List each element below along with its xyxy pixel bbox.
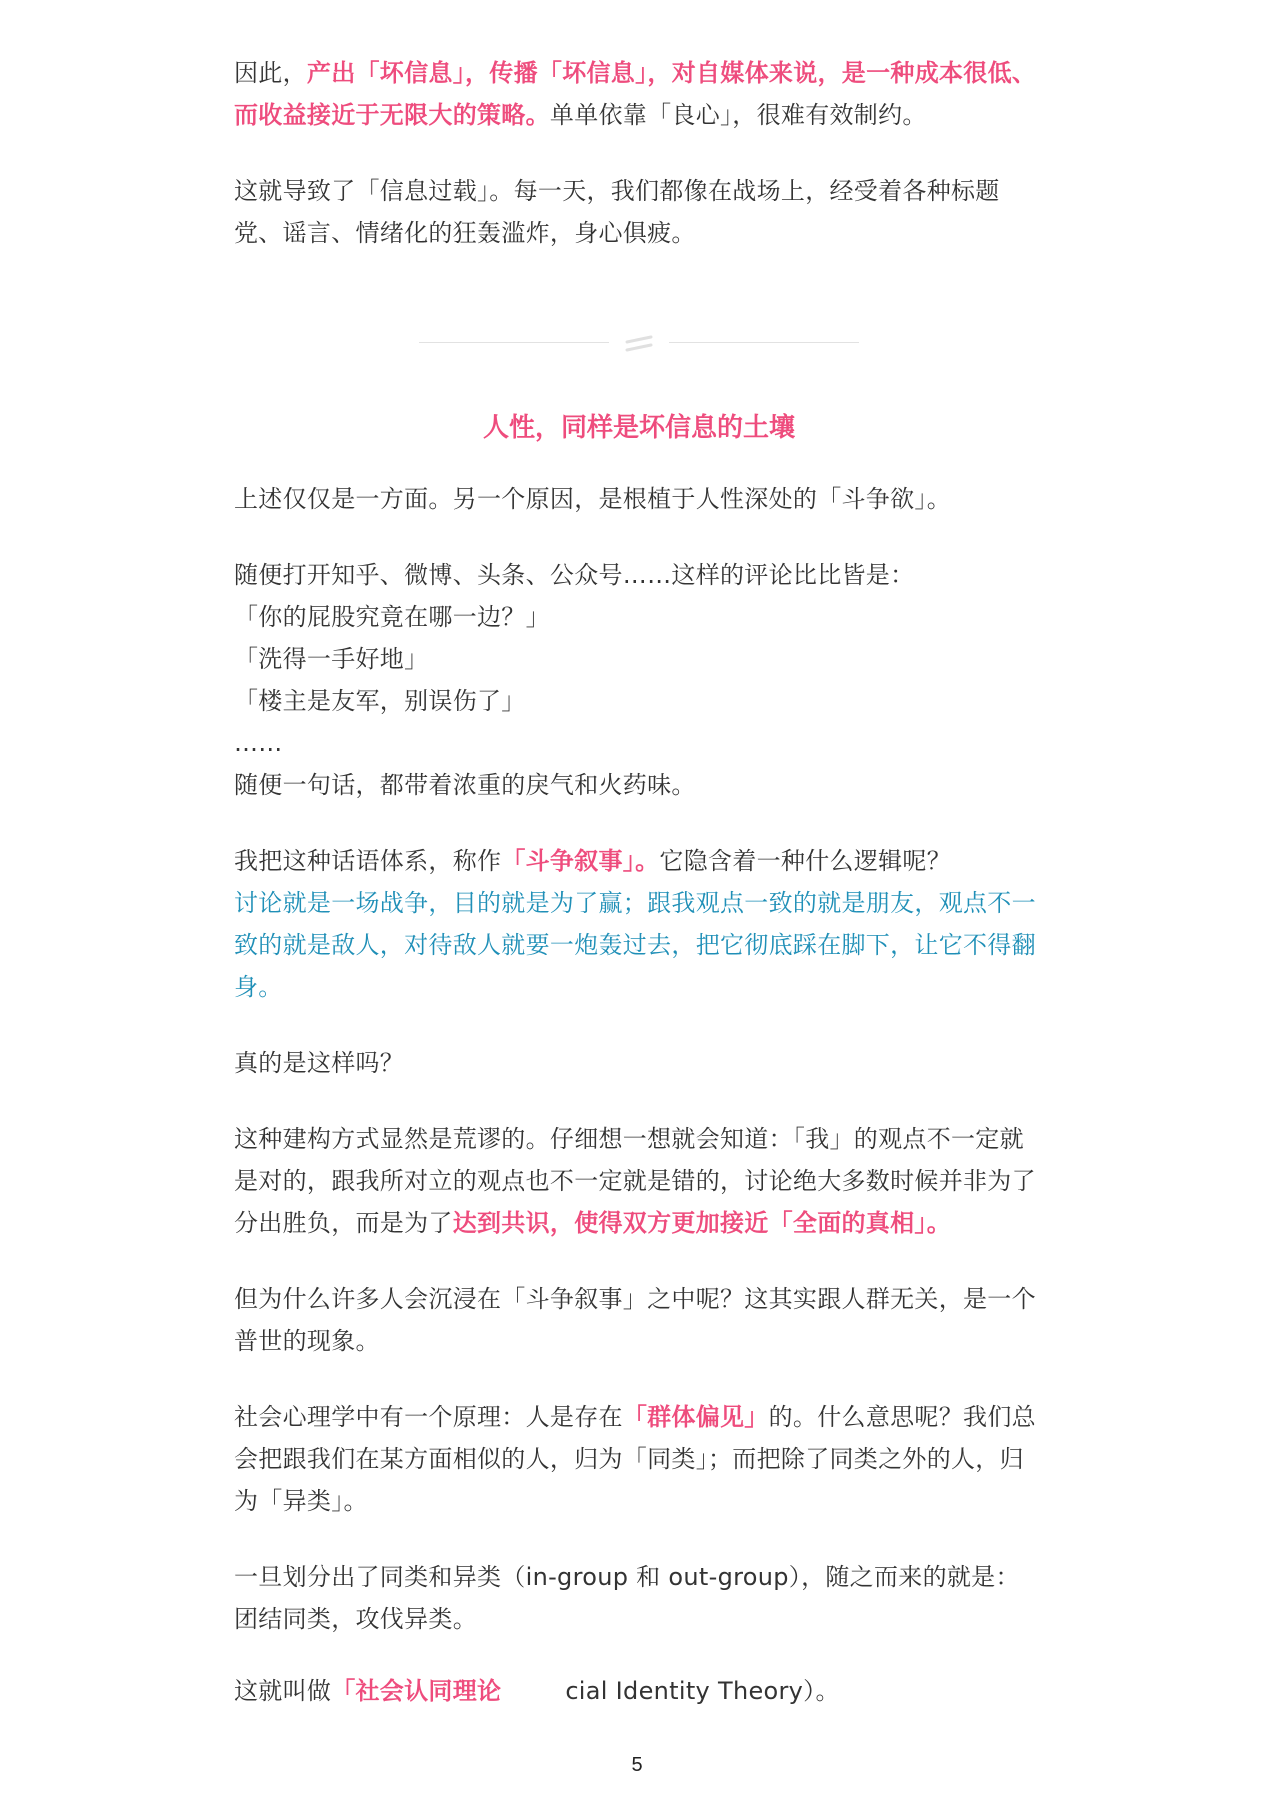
section-divider <box>419 328 859 358</box>
comment-quote: 「你的屁股究竟在哪一边？」 <box>234 603 550 631</box>
highlight-blue-text: 讨论就是一场战争，目的就是为了赢；跟我观点一致的就是朋友，观点不一致的就是敌人，对待敌人就要一炮轰过去，把它彻底踩在脚下，让它不得翻身。 <box>234 889 1036 1001</box>
comment-quote: 「洗得一手好地」 <box>234 645 429 673</box>
highlight-pink-text: 产出「坏信息」，传播「坏信息」，对自媒体来说，是一种成本很低、而收益接近于无限大的策略。 <box>234 59 1037 129</box>
paragraph-comment-examples <box>234 554 1044 806</box>
divider-line-right <box>669 342 859 343</box>
paragraph-question: 真的是这样吗？ <box>234 1049 405 1077</box>
paragraph-text: 它隐含着一种什么逻辑呢？ <box>659 847 952 875</box>
paragraph-information-overload: 这就导致了「信息过载」。每一天，我们都像在战场上，经受着各种标题党、谣言、情绪化的狂轰滥炸，身心俱疲。 <box>234 177 1000 247</box>
paragraph-cost-strategy <box>234 52 1044 136</box>
paragraph-text: 单单依靠「良心」，很难有效制约。 <box>549 101 927 129</box>
paragraph-social-identity <box>234 1670 1044 1712</box>
double-slash-divider-icon <box>624 328 654 358</box>
paragraph-struggle-narrative <box>234 840 1044 1008</box>
highlight-pink-text: 达到共识，使得双方更加接近「全面的真相」。 <box>452 1209 952 1237</box>
paragraph-text: 因此， <box>234 59 307 87</box>
paragraph-universal-phenomenon: 但为什么许多人会沉浸在「斗争叙事」之中呢？这其实跟人群无关，是一个普世的现象。 <box>234 1285 1036 1355</box>
paragraph-text: 这种建构方式显然是荒谬的。仔细想一想就会知道：「我」的观点不一定就是对的，跟我所对立的观点也不一定就是错的，讨论绝大多数时候并非为了分出胜负，而是为了 <box>234 1125 1036 1237</box>
comment-quote: 「楼主是友军，别误伤了」 <box>234 687 526 715</box>
paragraph-absurd-construction <box>234 1118 1044 1244</box>
paragraph-text: 这就叫做 <box>234 1677 332 1705</box>
highlight-pink-text: 「斗争叙事」。 <box>501 847 660 875</box>
paragraph-group-bias <box>234 1396 1044 1522</box>
comment-outro: 随便一句话，都带着浓重的戾气和火药味。 <box>234 771 696 799</box>
narrative-line <box>234 840 1044 882</box>
section-heading: 人性，同样是坏信息的土壤 <box>482 413 795 443</box>
paragraph-struggle-desire: 上述仅仅是一方面。另一个原因，是根植于人性深处的「斗争欲」。 <box>234 485 951 513</box>
paragraph-text: 社会心理学中有一个原理：人是存在 <box>234 1403 623 1431</box>
page-number: 5 <box>631 1754 643 1776</box>
highlight-pink-text: 「群体偏见」 <box>622 1403 769 1431</box>
divider-line-left <box>419 342 609 343</box>
paragraph-text: 的。什么意思呢？我们总会把跟我们在某方面相似的人，归为「同类」；而把除了同类之外的人，归为「异类」。 <box>234 1403 1036 1515</box>
comment-ellipsis: …… <box>234 729 283 757</box>
comment-intro: 随便打开知乎、微博、头条、公众号……这样的评论比比皆是： <box>234 561 915 589</box>
paragraph-text: 我把这种话语体系，称作 <box>234 847 502 875</box>
paragraph-in-out-group: 一旦划分出了同类和异类（in-group 和 out-group），随之而来的就是：团结同类，攻伐异类。 <box>234 1563 1020 1633</box>
highlight-pink-text: 「社会认同理论 <box>331 1677 502 1705</box>
paragraph-text: cial Identity Theory）。 <box>565 1677 840 1705</box>
article-body <box>234 52 1044 1712</box>
